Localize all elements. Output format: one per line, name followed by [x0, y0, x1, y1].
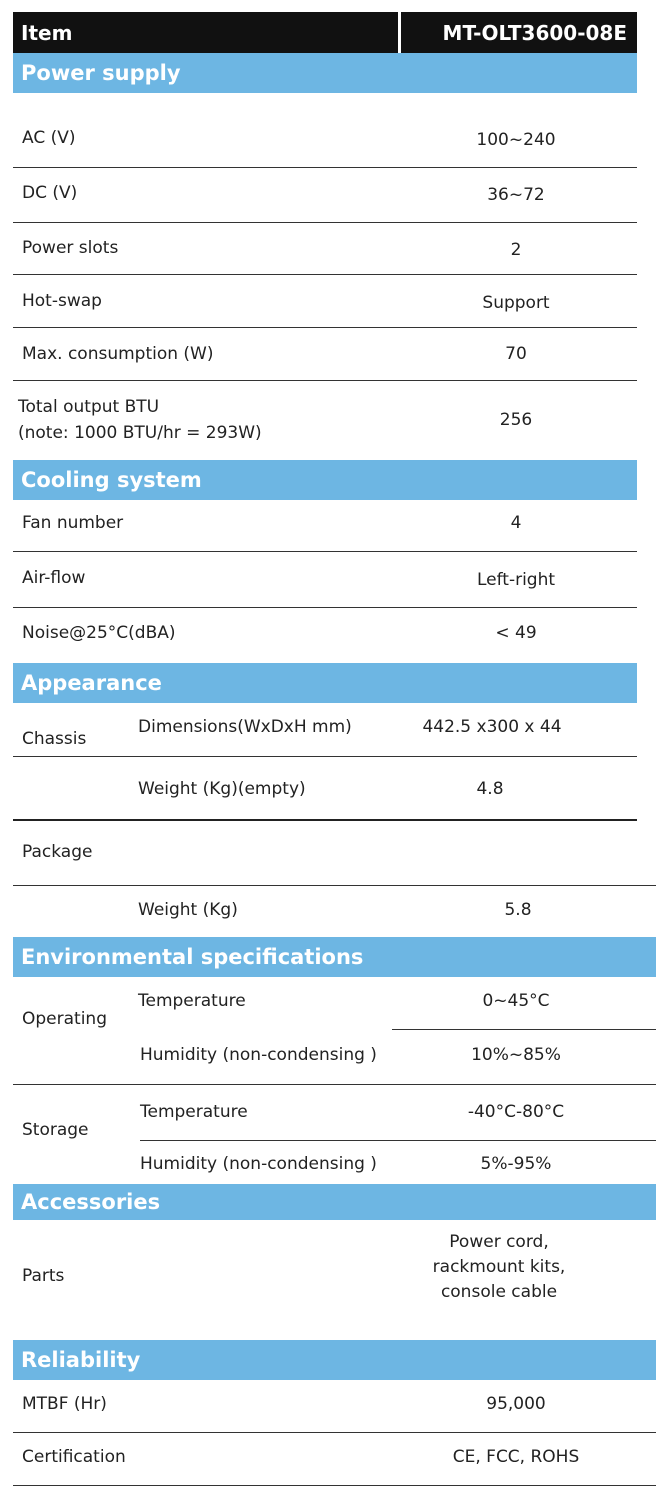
parts-value — [400, 1230, 598, 1305]
chassis-dimensions-value: 442.5 x300 x 44 — [422, 717, 562, 737]
row-divider — [13, 222, 637, 223]
chassis-weight-value: 4.8 — [476, 779, 504, 799]
row-label-btu: Total output BTU — [18, 397, 160, 417]
row-label-certification: Certification — [22, 1447, 126, 1467]
row-value-fan-number: 4 — [510, 513, 522, 533]
section-reliability — [13, 1340, 656, 1380]
row-divider — [13, 885, 656, 886]
row-divider — [392, 1029, 656, 1030]
row-divider — [13, 274, 637, 275]
header-model-cell — [401, 12, 637, 54]
section-cooling-system — [13, 460, 637, 500]
row-value-certification: CE, FCC, ROHS — [452, 1447, 580, 1467]
header-model-label: MT-OLT3600-08E — [442, 21, 627, 45]
section-accessories — [13, 1184, 656, 1220]
parts-value-line: console cable — [440, 1282, 558, 1302]
chassis-dimensions-label: Dimensions(WxDxH mm) — [138, 717, 352, 737]
section-appearance — [13, 663, 637, 703]
row-divider — [13, 167, 637, 168]
row-divider — [13, 380, 637, 381]
row-label-mtbf: MTBF (Hr) — [22, 1394, 107, 1414]
chassis-weight-label: Weight (Kg)(empty) — [138, 779, 306, 799]
row-value-hot-swap: Support — [482, 293, 550, 313]
row-label-power-slots: Power slots — [22, 238, 119, 258]
row-label-ac: AC (V) — [22, 128, 76, 148]
operating-humidity-label: Humidity (non-condensing ) — [140, 1045, 377, 1065]
parts-value-line: rackmount kits, — [432, 1257, 566, 1277]
row-label-hot-swap: Hot-swap — [22, 291, 102, 311]
operating-temp-label: Temperature — [138, 991, 246, 1011]
row-divider — [140, 1140, 656, 1141]
section-title: Cooling system — [21, 468, 202, 492]
storage-humidity-value: 5%-95% — [480, 1154, 552, 1174]
row-value-noise: < 49 — [495, 623, 537, 643]
row-label-max-consumption: Max. consumption (W) — [22, 344, 214, 364]
operating-temp-value: 0~45°C — [482, 991, 550, 1011]
row-label-btu-note: (note: 1000 BTU/hr = 293W) — [18, 423, 262, 443]
header-item-cell — [13, 12, 398, 54]
operating-humidity-value: 10%~85% — [471, 1045, 561, 1065]
row-value-air-flow: Left-right — [476, 570, 556, 590]
storage-temp-value: -40°C-80°C — [467, 1102, 565, 1122]
row-label-fan-number: Fan number — [22, 513, 124, 533]
section-power-supply — [13, 53, 637, 93]
section-environmental — [13, 937, 656, 977]
package-weight-label: Weight (Kg) — [138, 900, 238, 920]
package-weight-value: 5.8 — [504, 900, 532, 920]
row-value-power-slots: 2 — [510, 240, 522, 260]
row-divider — [13, 756, 637, 757]
parts-label: Parts — [22, 1266, 65, 1286]
row-divider — [13, 1485, 656, 1486]
row-divider — [13, 327, 637, 328]
row-divider — [13, 819, 637, 821]
header-item-label: Item — [21, 21, 73, 45]
parts-value-line: Power cord, — [449, 1232, 549, 1252]
row-value-btu: 256 — [499, 410, 533, 430]
section-title: Reliability — [21, 1348, 141, 1372]
storage-label: Storage — [22, 1120, 89, 1140]
row-value-dc: 36~72 — [487, 185, 545, 205]
row-value-max-consumption: 70 — [505, 344, 527, 364]
row-value-ac: 100~240 — [476, 130, 556, 150]
row-divider — [13, 551, 637, 552]
row-divider — [13, 1432, 656, 1433]
section-title: Appearance — [21, 671, 162, 695]
row-value-mtbf: 95,000 — [486, 1394, 546, 1414]
section-title: Power supply — [21, 61, 181, 85]
row-divider — [13, 607, 637, 608]
section-title: Accessories — [21, 1190, 161, 1214]
section-title: Environmental specifications — [21, 945, 364, 969]
row-label-noise: Noise@25°C(dBA) — [22, 623, 176, 643]
operating-label: Operating — [22, 1009, 107, 1029]
storage-temp-label: Temperature — [140, 1102, 248, 1122]
chassis-label: Chassis — [22, 729, 87, 749]
row-label-air-flow: Air-flow — [22, 568, 86, 588]
row-label-dc: DC (V) — [22, 183, 78, 203]
package-label: Package — [22, 842, 93, 862]
row-divider — [13, 1084, 656, 1085]
storage-humidity-label: Humidity (non-condensing ) — [140, 1154, 377, 1174]
package-dimensions-row-clipped — [13, 822, 637, 862]
